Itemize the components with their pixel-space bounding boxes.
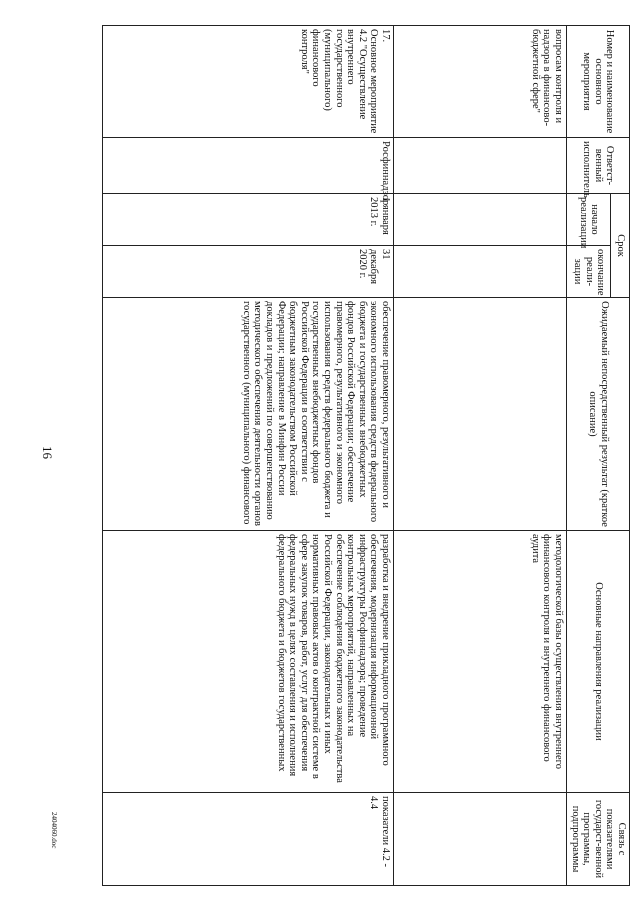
header-link: Связь с показателями государст-венной программы, подпрограммы <box>567 793 630 886</box>
cell-executor: Росфиннадзор <box>103 138 394 194</box>
row-title: Основное мероприятие 4.2 "Осуществление внутреннего государственного (муниципального) финансового контроля" <box>298 29 380 134</box>
cell-directions-continued: методологической базы осуществления внутреннего финансового контроля и внутреннего финансового аудита <box>394 531 567 793</box>
rotated-table-sheet <box>140 25 630 885</box>
header-name: Номер и наименование основного мероприятия <box>567 26 630 138</box>
cell-result-empty <box>394 298 567 531</box>
cell-name <box>103 26 394 138</box>
header-term: Срок <box>611 194 630 298</box>
cell-executor-empty <box>394 138 567 194</box>
measures-table <box>102 25 630 886</box>
header-result: Ожидаемый непосредственный результат (краткое описание) <box>567 298 630 531</box>
cell-link-empty <box>394 793 567 886</box>
cell-end-empty <box>394 246 567 298</box>
table-header-row <box>611 26 630 886</box>
footer-file-code: 2404060.doc <box>50 812 58 849</box>
cell-result: обеспечение правомерного, результативного и экономного использования средств федерального бюджета и государственных внебюджетных фондов Российской Федерации; обеспечение правомерного, результативного и экономного использования средств федерального бюджета и государственных внебюджетных фондов Российской Федерации в соответствии с бюджетным законодательством Российской Федерации; направление в Минфин России докладов и предложений по совершенствованию методического обеспечения деятельности органов государственного (муниципального) финансового <box>103 298 394 531</box>
cell-link: показатели 4.2 - 4.4 <box>103 793 394 886</box>
table-row <box>103 26 394 886</box>
cell-start-empty <box>394 194 567 246</box>
cell-end: 31 декабря 2020 г. <box>103 246 394 298</box>
header-start: начало реализации <box>567 194 611 246</box>
cell-name-continued: вопросам контроля и надзора в финансово-бюджетной сфере" <box>394 26 567 138</box>
header-executor: Ответст-венный исполнитель <box>567 138 630 194</box>
cell-start: 1 января 2013 г. <box>103 194 394 246</box>
row-number: 17. <box>380 29 392 43</box>
cell-directions: разработка и внедрение прикладного программного обеспечения, модернизация информационной инфраструктуры Росфиннадзора; проведение контрольных мероприятий, направленных на обеспечение соблюдения бюджетного законодательства Российской Федерации, законодательных и иных нормативных правовых актов о контрактной системе в сфере закупок товаров, работ, услуг для обеспечения федеральных нужд в целях составления и исполнения федерального бюджета и бюджетов государственных <box>103 531 394 793</box>
header-directions: Основные направления реализации <box>567 531 630 793</box>
page-number: 16 <box>40 446 55 459</box>
header-end: окончание реали-зации <box>567 246 611 298</box>
table-row <box>394 26 567 886</box>
